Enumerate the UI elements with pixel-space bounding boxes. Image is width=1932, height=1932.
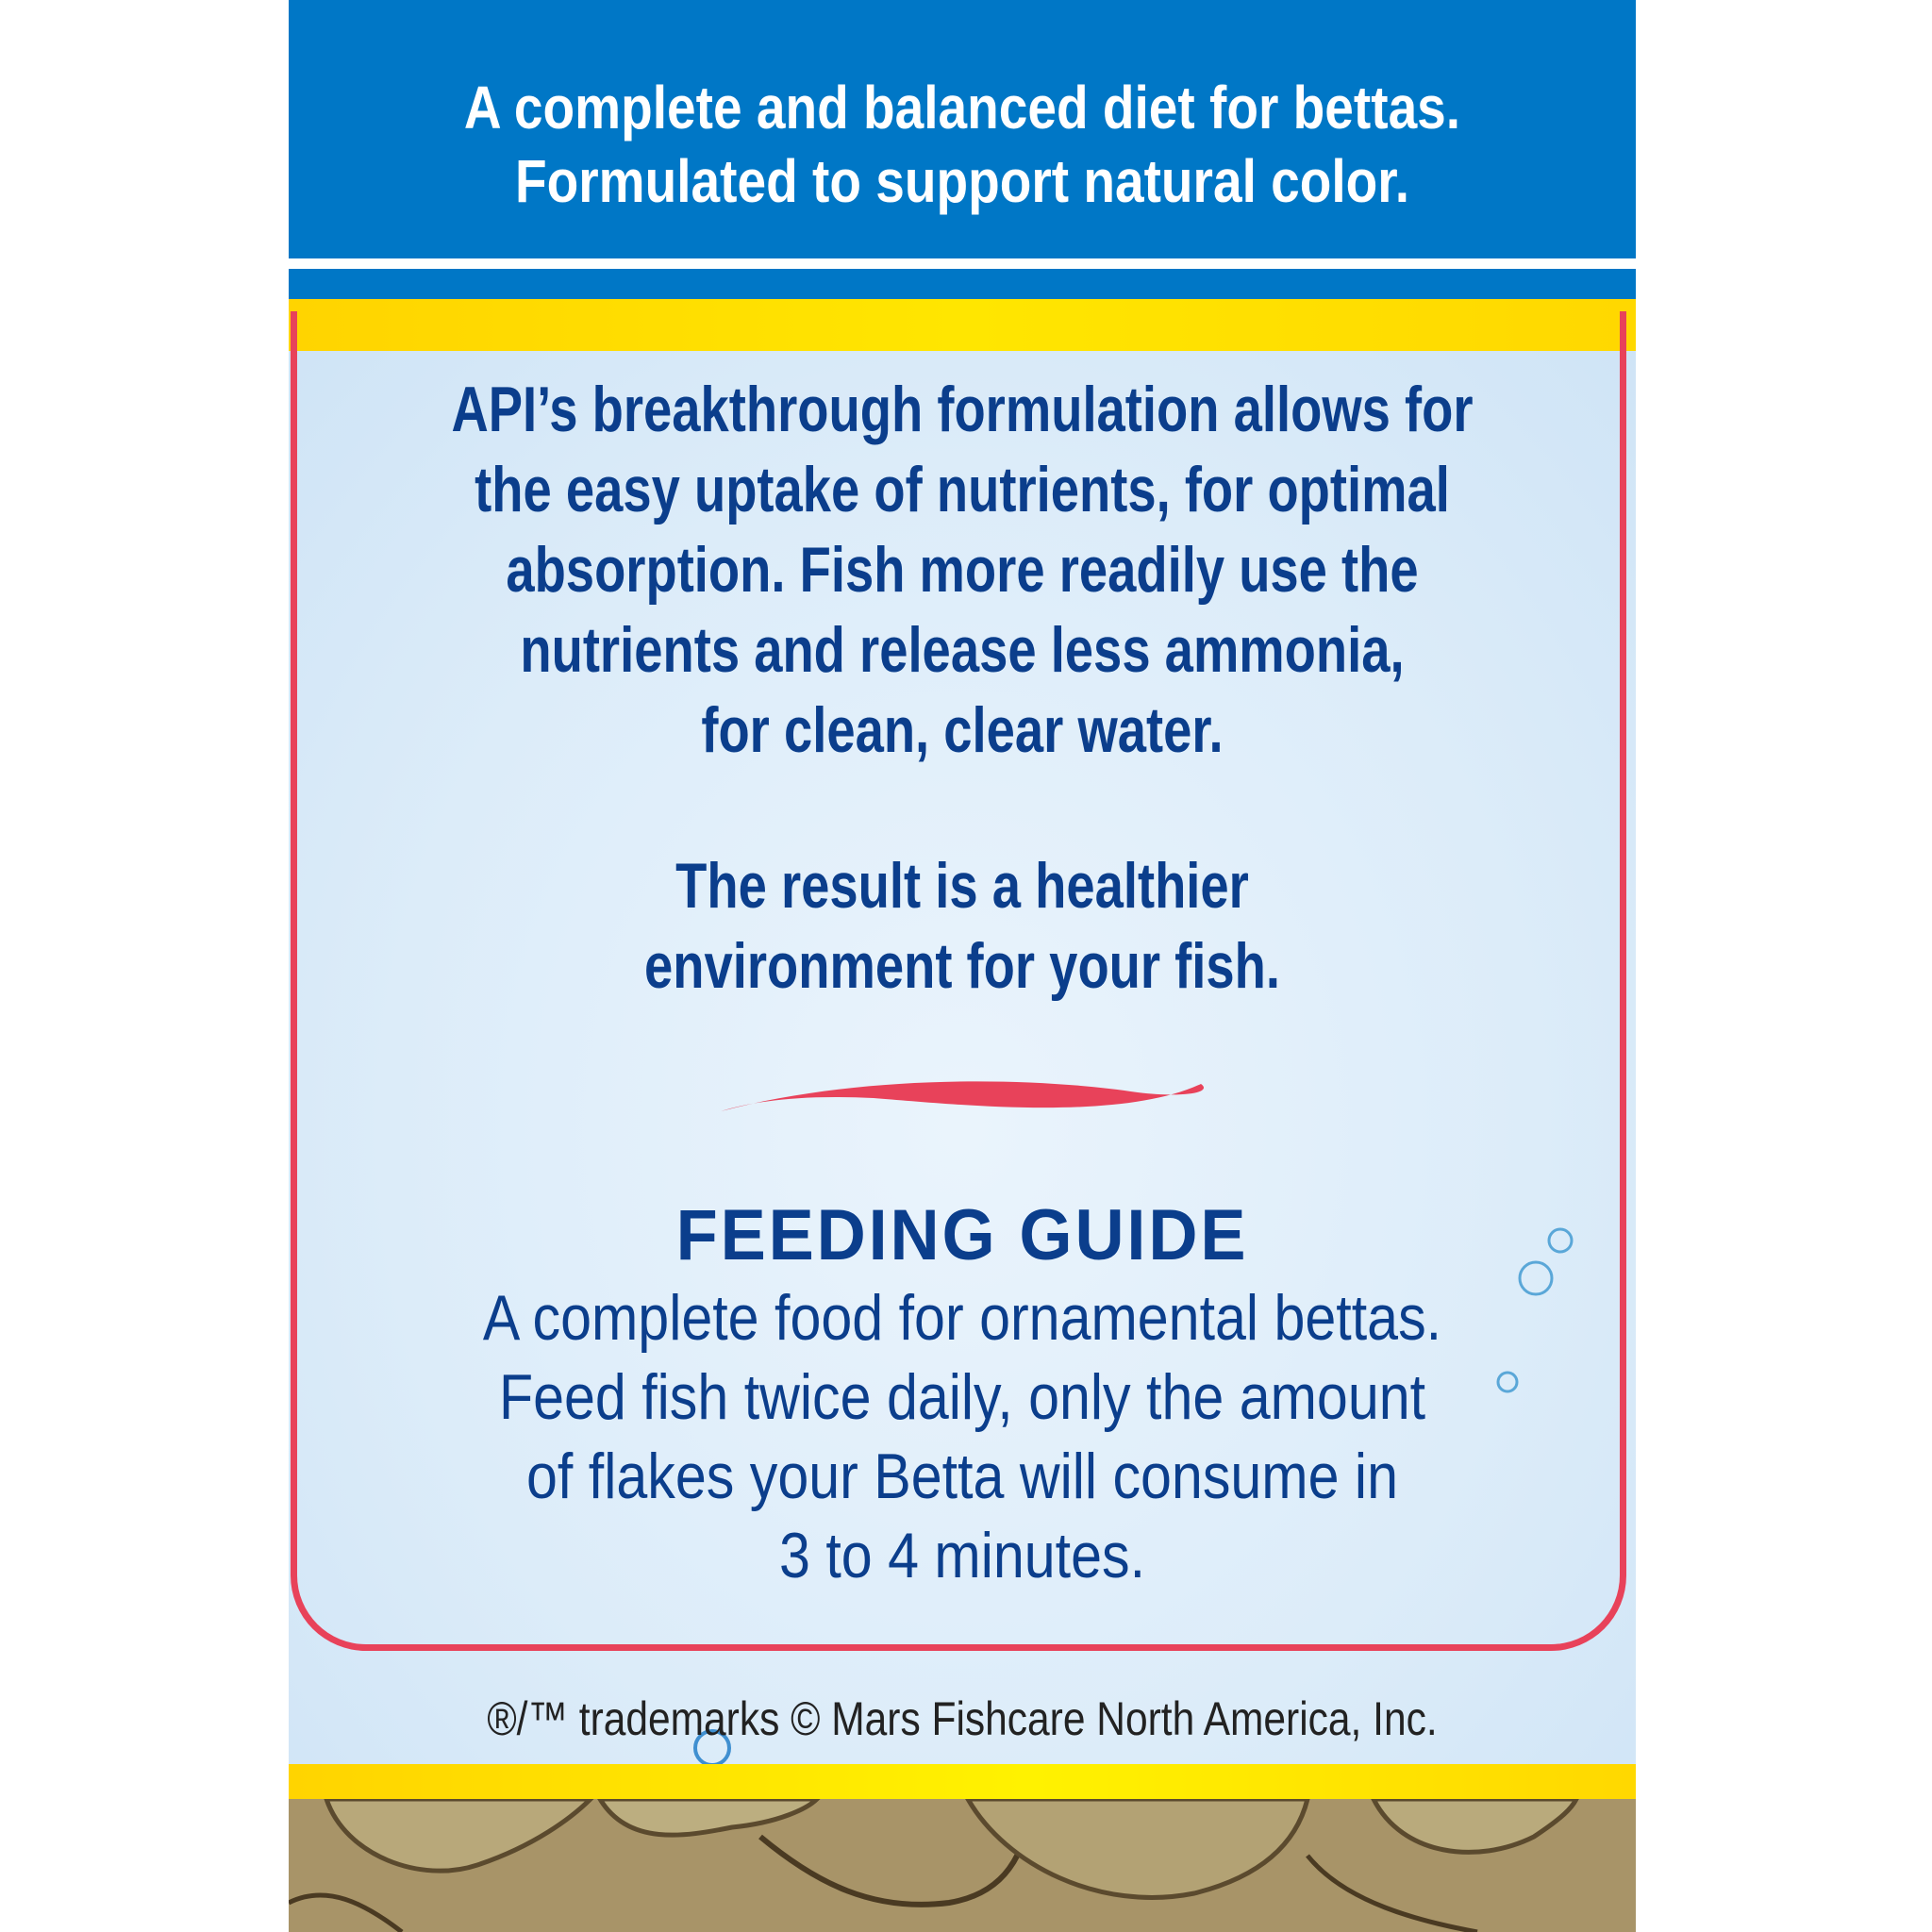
result-statement: The result is a healthier environment for your fish. <box>643 850 1281 1002</box>
feeding-guide-title: FEEDING GUIDE <box>675 1195 1249 1275</box>
yellow-stripe-bottom <box>289 1764 1636 1799</box>
trademark-notice: ®/™ trademarks © Mars Fishcare North America, Inc. <box>487 1692 1438 1745</box>
flakes-texture <box>289 1799 1636 1932</box>
feeding-guide-text: A complete food for ornamental bettas. Feed fish twice daily, only the amount of flakes your Betta will consume in 3 to 4 minutes. <box>482 1282 1442 1591</box>
fish-flakes-image <box>289 1799 1636 1932</box>
product-label-panel <box>289 0 1636 1932</box>
decorations <box>289 0 1636 1932</box>
header-tagline: A complete and balanced diet for bettas. Formulated to support natural color. <box>463 74 1461 215</box>
red-swoosh <box>721 1081 1204 1111</box>
formulation-description: API’s breakthrough formulation allows for the easy uptake of nutrients, for optimal absorption. Fish more readily use the nutrients and release less ammonia, for clean, clear water. <box>451 374 1474 766</box>
